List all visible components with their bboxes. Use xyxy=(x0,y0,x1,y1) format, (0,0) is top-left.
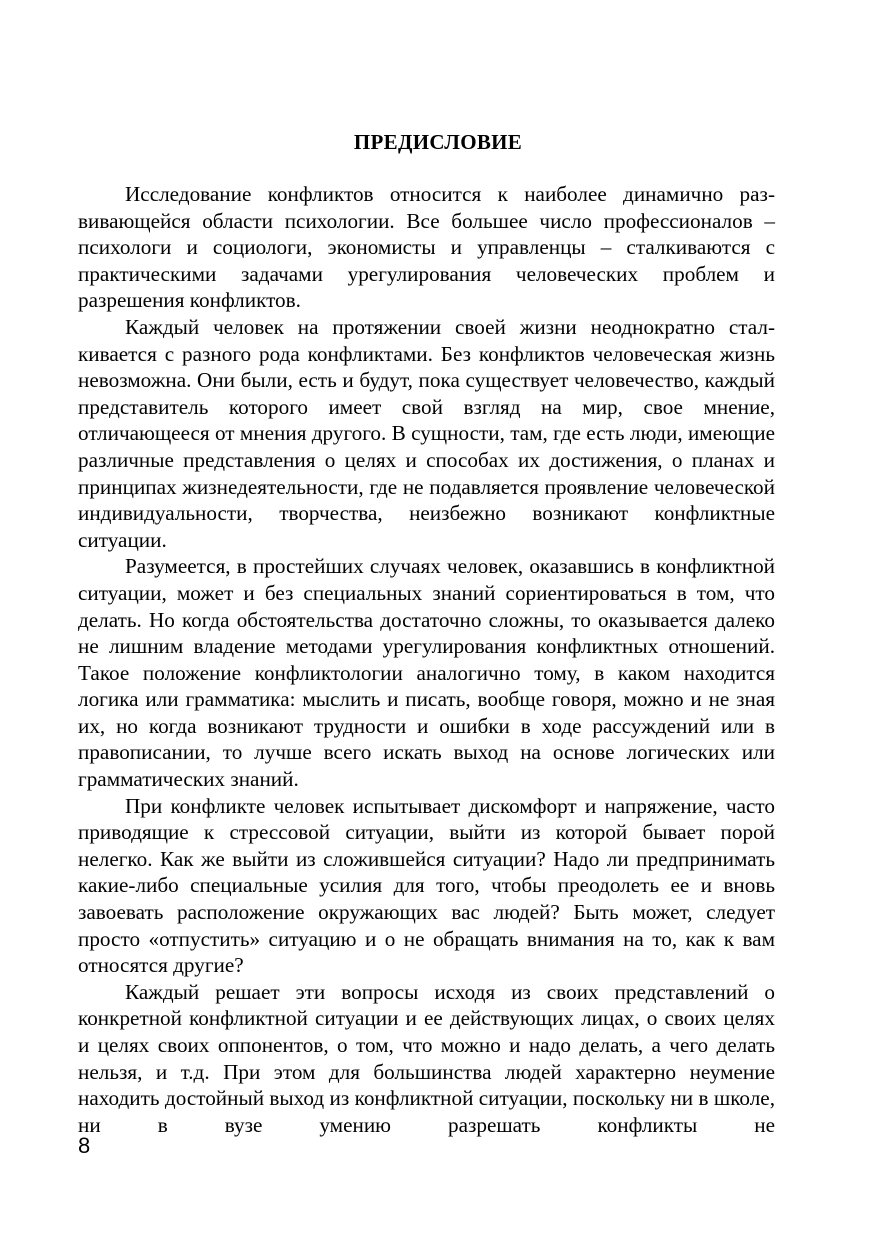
paragraph-3: Разумеется, в простейших случаях человек, оказавшись в конфликтной ситуации, может и без специальных знаний сориентироваться в том, что делать. Но когда обстоятельства достаточно сложны, то оказывается далеко не лишним владение методами урегулирования конфликтных отношений. Такое положение конфликтологии аналогично тому, в каком находится логика или грамматика: мыслить и писать, вообще говоря, можно и не зная их, но когда возникают трудности и ошибки в ходе рассуждений или в правописании, то лучше всего искать выход на основе логических или грамматических знаний. xyxy=(78,554,775,792)
paragraph-2: Каждый человек на протяжении своей жизни неоднократно сталкивается с разного рода конфликтами. Без конфликтов человеческая жизнь невозможна. Они были, есть и будут, пока существует человечество, каждый представитель которого имеет свой взгляд на мир, свое мнение, отличающееся от мнения другого. В сущности, там, где есть люди, имеющие различные представления о целях и способах их достижения, о планах и принципах жизнедеятельности, где не подавляется проявление человеческой индивидуальности, творчества, неизбежно возникают конфликтные ситуации. xyxy=(78,314,775,552)
page-title: ПРЕДИСЛОВИЕ xyxy=(353,130,523,154)
page-number: 8 xyxy=(78,1133,91,1158)
body-text xyxy=(78,181,775,1138)
paragraph-4: При конфликте человек испытывает дискомфорт и напряжение, часто приводящие к стрессовой ситуации, выйти из которой бывает порой нелегко. Как же выйти из сложившейся ситуации? Надо ли предпринимать какие-либо специальные усилия для того, чтобы преодолеть ее и вновь завоевать расположение окружающих вас людей? Быть может, следует просто «отпустить» ситуацию и о не обращать внимания на то, как к вам относятся другие? xyxy=(78,793,775,978)
paragraph-5: Каждый решает эти вопросы исходя из своих представлений о конкретной конфликтной ситуации и ее действующих лицах, о своих целях и целях своих оппонентов, о том, что можно и надо делать, а чего делать нельзя, и т.д. При этом для большинства людей характерно неумение находить достойный выход из конфликтной ситуации, поскольку ни в школе, ни в вузе умению разрешать конфликты не xyxy=(78,979,775,1137)
paragraph-1: Исследование конфликтов относится к наиболее динамично развивающейся области психологии. Все большее число профессионалов – психологи и социологи, экономисты и управленцы – сталкиваются с практическими задачами урегулирования человеческих проблем и разрешения конфликтов. xyxy=(78,182,775,313)
